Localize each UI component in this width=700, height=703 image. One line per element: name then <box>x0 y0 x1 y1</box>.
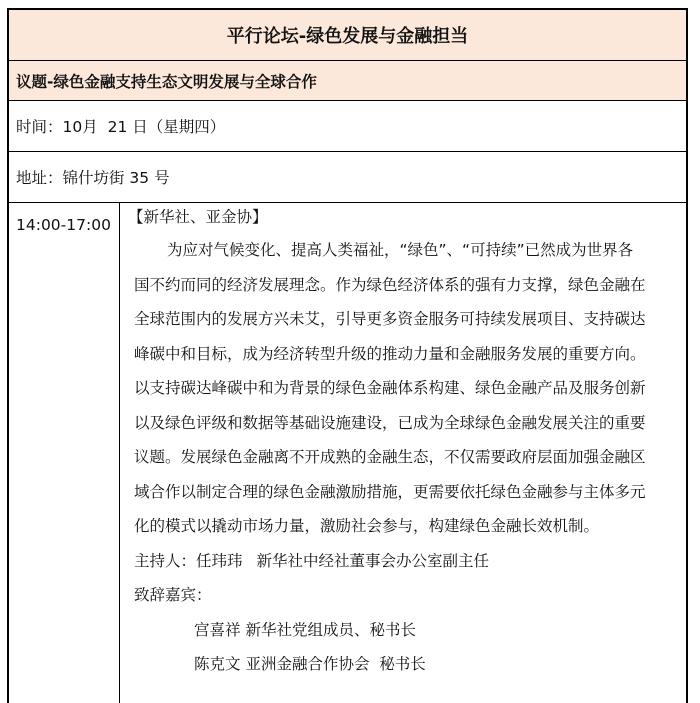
session-description <box>134 233 680 544</box>
paragraph-line: 以支持碳达峰碳中和为背景的绿色金融体系构建、绿色金融产品及服务创新 <box>134 379 646 397</box>
agenda-table <box>7 8 688 703</box>
time-range: 14:00-17:00 <box>16 216 111 234</box>
paragraph-line: 以及绿色评级和数据等基础设施建设，已成为全球绿色金融发展关注的重要 <box>134 413 646 432</box>
location-row <box>9 152 686 203</box>
paragraph-line: 峰碳中和目标，成为经济转型升级的推动力量和金融服务发展的重要方向。 <box>134 344 646 363</box>
host-name: 任玮玮 <box>196 551 243 570</box>
time-range-cell <box>9 203 120 703</box>
speaker-name: 陈克文 <box>194 655 241 673</box>
paragraph-line: 域合作以制定合理的绿色金融激励措施，更需要依托绿色金融参与主体多元 <box>134 482 646 501</box>
topic-title: 议题-绿色金融支持生态文明发展与全球合作 <box>16 72 317 91</box>
paragraph-line: 为应对气候变化、提高人类福祉，“绿色”、“可持续”已然成为世界各 <box>167 241 634 259</box>
source-label: 【新华社、亚金协】 <box>128 208 268 226</box>
time-row <box>9 101 686 152</box>
topic-row <box>9 61 686 101</box>
schedule-row <box>9 203 686 703</box>
date-text: 时间：10月 21 日（星期四） <box>16 118 226 136</box>
host-line <box>134 544 680 579</box>
speakers-label: 致辞嘉宾： <box>134 586 212 604</box>
host-label: 主持人： <box>134 551 197 570</box>
paragraph-line: 议题。发展绿色金融离不开成熟的金融生态，不仅需要政府层面加强金融区 <box>134 448 646 466</box>
session-content-cell <box>120 203 686 703</box>
paragraph-line: 全球范围内的发展方兴未艾，引导更多资金服务可持续发展项目、支持碳达 <box>134 310 646 328</box>
forum-title: 平行论坛-绿色发展与金融担当 <box>226 26 469 47</box>
speaker-title: 亚洲金融合作协会 秘书长 <box>245 655 426 673</box>
speaker-item <box>134 647 680 682</box>
speaker-item <box>134 613 680 648</box>
location-text: 地址：锦什坊街 35 号 <box>16 169 170 187</box>
speaker-title: 新华社党组成员、秘书长 <box>245 620 416 639</box>
paragraph-line: 化的模式以撬动市场力量，激励社会参与，构建绿色金融长效机制。 <box>134 517 600 535</box>
speaker-name: 宫喜祥 <box>194 620 241 639</box>
paragraph-line: 国不约而同的经济发展理念。作为绿色经济体系的强有力支撑，绿色金融在 <box>134 275 646 294</box>
forum-title-row <box>9 10 686 61</box>
host-title: 新华社中经社董事会办公室副主任 <box>256 551 490 570</box>
